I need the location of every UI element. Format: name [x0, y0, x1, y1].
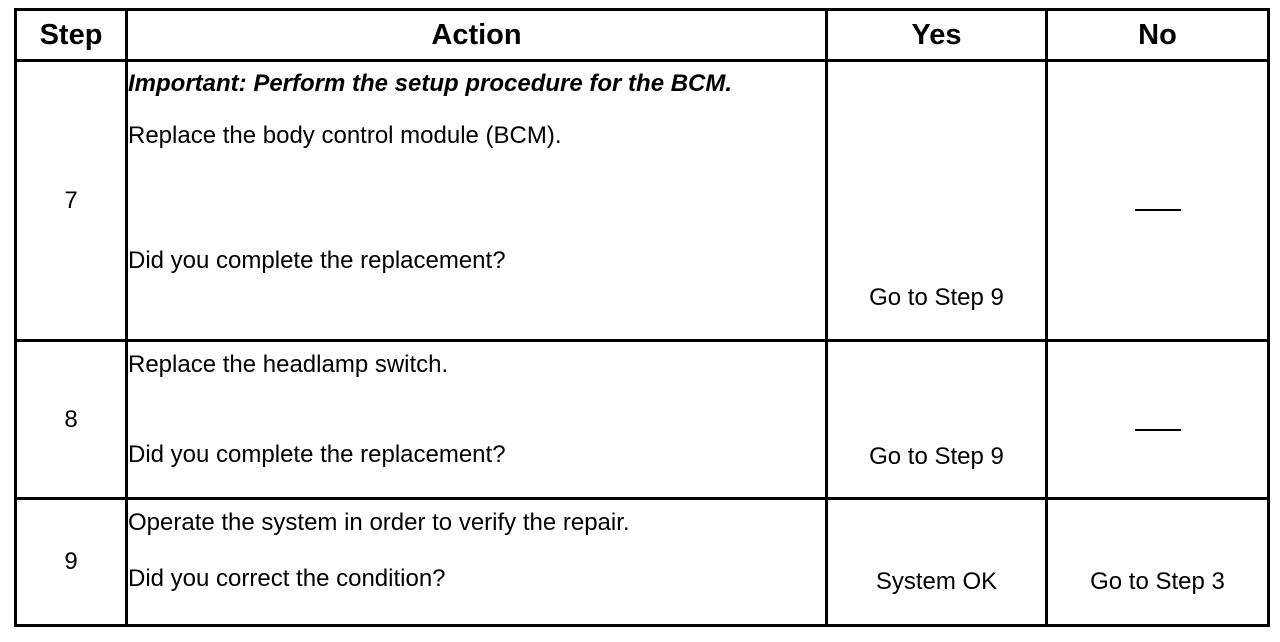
- yes-result: Go to Step 9: [869, 443, 1004, 470]
- yes-result: Go to Step 9: [869, 284, 1004, 311]
- action-cell: [127, 341, 827, 499]
- question-text: Did you complete the replacement?: [128, 441, 506, 468]
- question-text: Did you correct the condition?: [128, 565, 446, 592]
- table-row: [16, 61, 1269, 341]
- yes-result: System OK: [875, 568, 998, 595]
- table-row: [16, 341, 1269, 499]
- action-cell: [127, 61, 827, 341]
- header-action: Action: [127, 10, 827, 61]
- yes-cell: [827, 61, 1047, 341]
- important-note: Important: Perform the setup procedure for the BCM.: [128, 70, 733, 97]
- header-step: Step: [16, 10, 127, 61]
- diagnostic-table: [14, 8, 1270, 627]
- no-result-dash: [1135, 209, 1181, 211]
- no-cell: [1047, 499, 1269, 626]
- header-yes: Yes: [827, 10, 1047, 61]
- yes-cell: [827, 499, 1047, 626]
- step-number: 7: [16, 61, 127, 341]
- question-text: Did you complete the replacement?: [128, 247, 506, 274]
- no-result: Go to Step 3: [1090, 568, 1225, 595]
- no-cell: [1047, 61, 1269, 341]
- step-number: 8: [16, 341, 127, 499]
- instruction-text: Operate the system in order to verify the repair.: [128, 509, 630, 536]
- instruction-text: Replace the headlamp switch.: [128, 351, 449, 378]
- step-number: 9: [16, 499, 127, 626]
- header-row: [16, 10, 1269, 61]
- no-result-dash: [1135, 429, 1181, 431]
- instruction-text: Replace the body control module (BCM).: [128, 122, 562, 149]
- table-row: [16, 499, 1269, 626]
- yes-cell: [827, 341, 1047, 499]
- no-cell: [1047, 341, 1269, 499]
- header-no: No: [1047, 10, 1269, 61]
- action-cell: [127, 499, 827, 626]
